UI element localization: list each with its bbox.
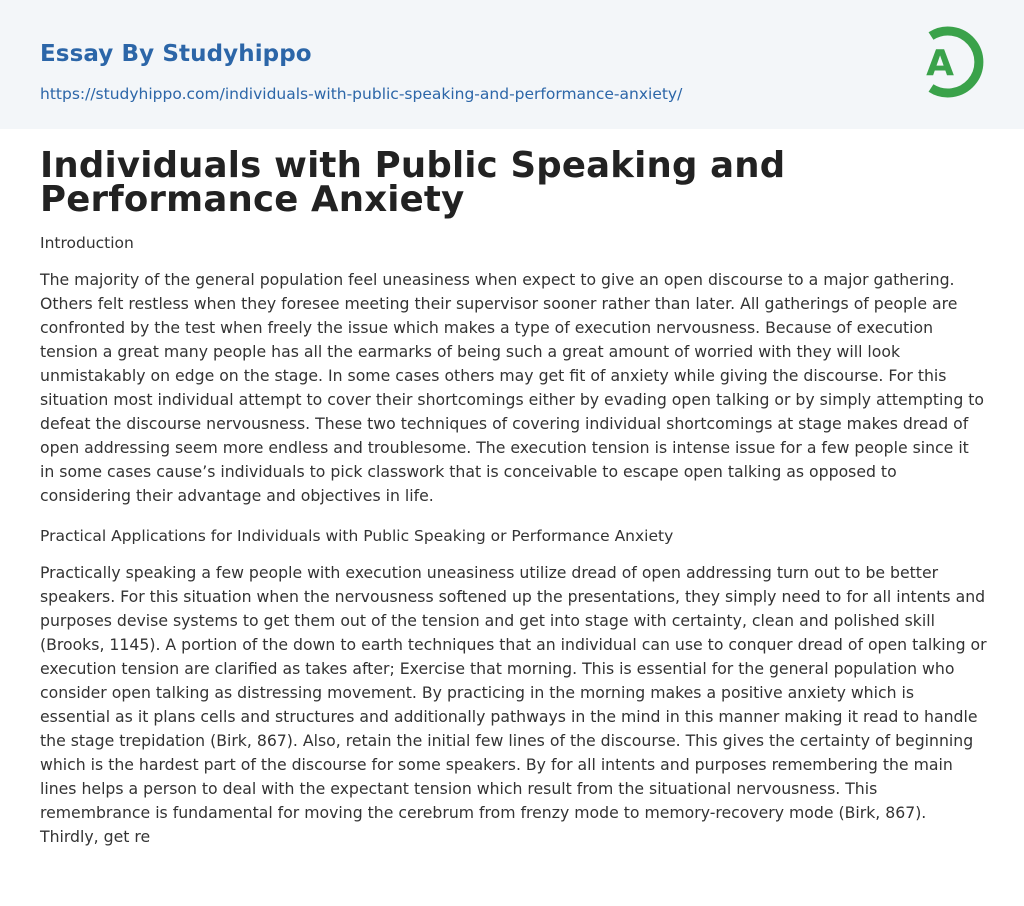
essay-url-link[interactable]: https://studyhippo.com/individuals-with-public-speaking-and-performance-anxiety/: [40, 85, 683, 103]
logo-letter: A: [926, 43, 954, 84]
paragraph-introduction: The majority of the general population feel uneasiness when expect to give an open discourse to a major gathering. Others felt restless when they foresee meeting their supervisor sooner rather than later. All gatherings of people are confronted by the test when freely the issue which makes a type of execution nervousness. Because of execution tension a great many people has all the earmarks of being such a great amount of worried with they will look unmistakably on edge on the stage. In some cases others may get fit of anxiety while giving the discourse. For this situation most individual attempt to cover their shortcomings either by evading open talking or by simply attempting to defeat the discourse nervousness. These two techniques of covering individual shortcomings at stage makes dread of open addressing seem more endless and troublesome. The execution tension is intense issue for a few people since it in some cases cause’s individuals to pick classwork that is conceivable to escape open talking as opposed to considering their advantage and objectives in life.: [40, 270, 985, 505]
paragraph-practical-applications: Practically speaking a few people with execution uneasiness utilize dread of open addressing turn out to be better speakers. For this situation when the nervousness softened up the presentations, they simply need to for all intents and purposes devise systems to get them out of the tension and get into stage with certainty, clean and polished skill (Brooks, 1145). A portion of the down to earth techniques that an individual can use to conquer dread of open talking or execution tension are clarified as takes after; Exercise that morning. This is essential for the general population who consider open talking as distressing movement. By practicing in the morning makes a positive anxiety which is essential as it plans cells and structures and additionally pathways in the mind in this manner making it read to handle the stage trepidation (Birk, 867). Also, retain the initial few lines of the discourse. This gives the certainty of beginning which is the hardest part of the discourse for some speakers. By for all intents and purposes remembering the main lines helps a person to deal with the expectant tension which result from the situational nervousness. This remembrance is fundamental for moving the cerebrum from frenzy mode to memory-recovery mode (Birk, 867). Thirdly, get re: [40, 563, 987, 846]
section-heading-introduction: Introduction: [40, 234, 134, 252]
article-title: Individuals with Public Speaking and Performance Anxiety: [40, 145, 786, 220]
site-brand[interactable]: Essay By Studyhippo: [40, 41, 312, 67]
section-heading-practical-applications: Practical Applications for Individuals with Public Speaking or Performance Anxiety: [40, 527, 674, 545]
